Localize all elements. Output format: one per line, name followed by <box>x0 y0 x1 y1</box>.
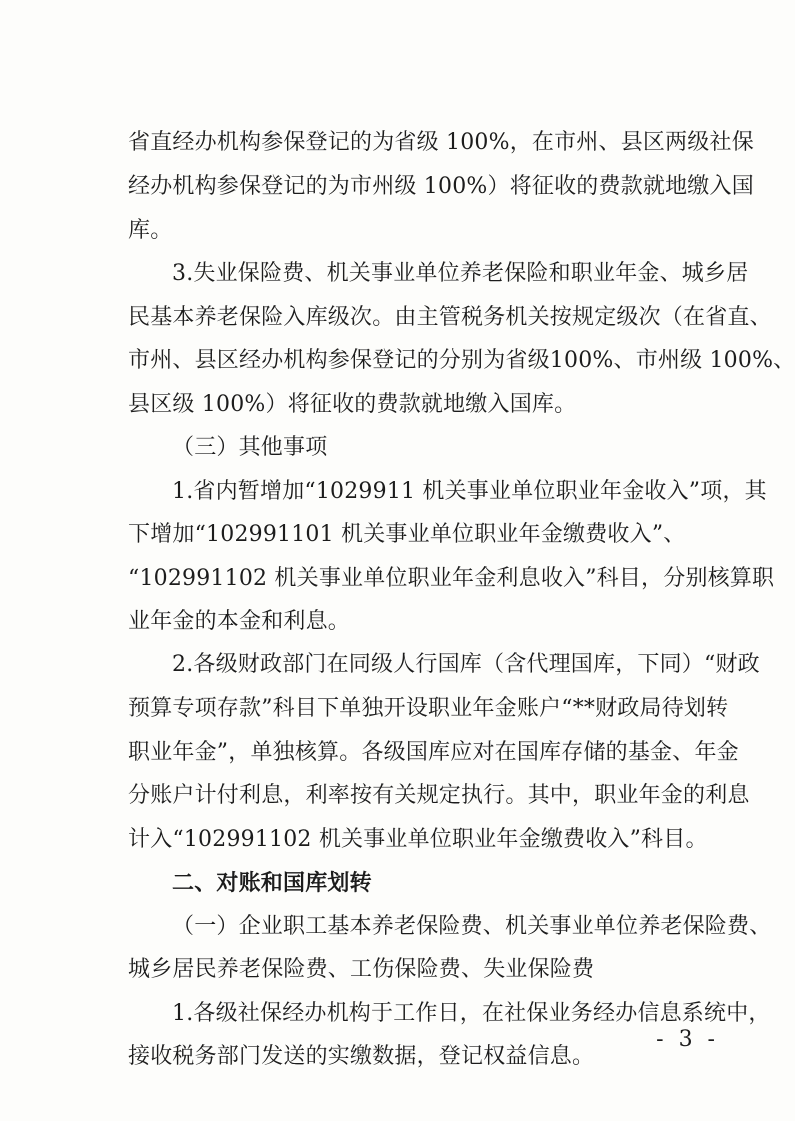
paragraph-line: 下增加“102991101 机关事业单位职业年金缴费收入”、 <box>128 522 686 547</box>
paragraph-line: 库。 <box>128 218 173 243</box>
section-heading: （三）其他事项 <box>172 435 328 460</box>
paragraph-line: “102991102 机关事业单位职业年金利息收入”科目，分别核算职 <box>128 566 775 591</box>
paragraph-line: 职业年金”，单独核算。各级国库应对在国库存储的基金、年金 <box>128 740 739 765</box>
section-heading: 二、对账和国库划转 <box>172 870 372 896</box>
paragraph-line: 城乡居民养老保险费、工伤保险费、失业保险费 <box>128 957 595 982</box>
paragraph-line: 省直经办机构参保登记的为省级 100%，在市州、县区两级社保 <box>128 130 754 155</box>
paragraph-line: 计入“102991102 机关事业单位职业年金缴费收入”科目。 <box>128 827 708 852</box>
paragraph-line: 市州、县区经办机构参保登记的分别为省级100%、市州级 100%、 <box>128 348 795 373</box>
paragraph-line: 民基本养老保险入库级次。由主管税务机关按规定级次（在省直、 <box>128 305 772 330</box>
paragraph-line: 1.省内暂增加“1029911 机关事业单位职业年金收入”项，其 <box>172 479 767 504</box>
paragraph-line: 分账户计付利息，利率按有关规定执行。其中，职业年金的利息 <box>128 783 750 808</box>
paragraph-line: 接收税务部门发送的实缴数据，登记权益信息。 <box>128 1044 595 1069</box>
paragraph-line: 业年金的本金和利息。 <box>128 609 351 634</box>
paragraph-line: 县区级 100%）将征收的费款就地缴入国库。 <box>128 392 577 417</box>
page-number: - 3 - <box>656 1027 719 1052</box>
paragraph-line: 经办机构参保登记的为市州级 100%）将征收的费款就地缴入国 <box>128 174 754 199</box>
paragraph-line: 3.失业保险费、机关事业单位养老保险和职业年金、城乡居 <box>172 261 749 286</box>
paragraph-line: 预算专项存款”科目下单独开设职业年金账户“**财政局待划转 <box>128 696 729 721</box>
paragraph-line: 1.各级社保经办机构于工作日，在社保业务经办信息系统中， <box>172 1001 771 1026</box>
paragraph-line: 2.各级财政部门在同级人行国库（含代理国库，下同）“财政 <box>172 652 760 677</box>
paragraph-line: （一）企业职工基本养老保险费、机关事业单位养老保险费、 <box>172 914 772 939</box>
